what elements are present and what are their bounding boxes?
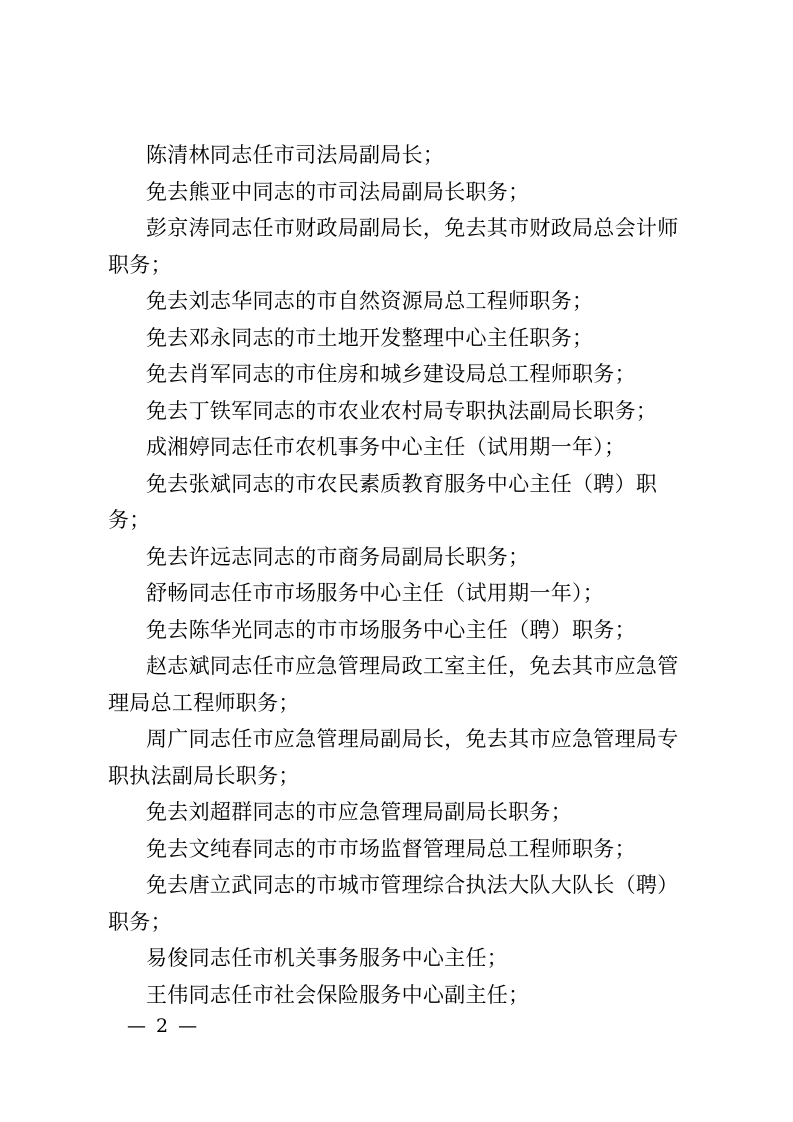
page-number: — 2 —: [127, 1015, 200, 1037]
paragraph: 免去张斌同志的市农民素质教育服务中心主任（聘）职务；: [108, 471, 658, 532]
paragraph: 易俊同志任市机关事务服务中心主任；: [146, 946, 509, 970]
paragraph: 免去熊亚中同志的市司法局副局长职务；: [146, 179, 530, 204]
paragraph: 免去丁铁军同志的市农业农村局专职执法副局长职务；: [146, 398, 658, 423]
paragraph: 免去唐立武同志的市城市管理综合执法大队大队长（聘）职务；: [108, 873, 679, 934]
document-body: [108, 137, 698, 1013]
paragraph: 舒畅同志任市市场服务中心主任（试用期一年）；: [146, 581, 605, 605]
paragraph: 免去许远志同志的市商务局副局长职务；: [146, 544, 530, 569]
paragraph: 周广同志任市应急管理局副局长，免去其市应急管理局专职执法副局长职务；: [108, 727, 679, 788]
paragraph: 赵志斌同志任市应急管理局政工室主任，免去其市应急管理局总工程师职务；: [108, 654, 679, 715]
paragraph: 免去刘超群同志的市应急管理局副局长职务；: [146, 800, 572, 824]
paragraph: 免去肖军同志的市住房和城乡建设局总工程师职务；: [146, 362, 636, 386]
paragraph: 免去刘志华同志的市自然资源局总工程师职务；: [146, 289, 594, 313]
paragraph: 成湘婷同志任市农机事务中心主任（试用期一年）；: [146, 435, 626, 459]
paragraph: 免去陈华光同志的市市场服务中心主任（聘）职务；: [146, 617, 636, 642]
paragraph: 免去邓永同志的市土地开发整理中心主任职务；: [146, 325, 594, 350]
paragraph: 王伟同志任市社会保险服务中心副主任；: [146, 982, 530, 1007]
paragraph: 免去文纯春同志的市市场监督管理局总工程师职务；: [146, 836, 636, 861]
paragraph: 陈清林同志任市司法局副局长；: [146, 143, 445, 167]
paragraph: 彭京涛同志任市财政局副局长，免去其市财政局总会计师职务；: [108, 216, 679, 277]
